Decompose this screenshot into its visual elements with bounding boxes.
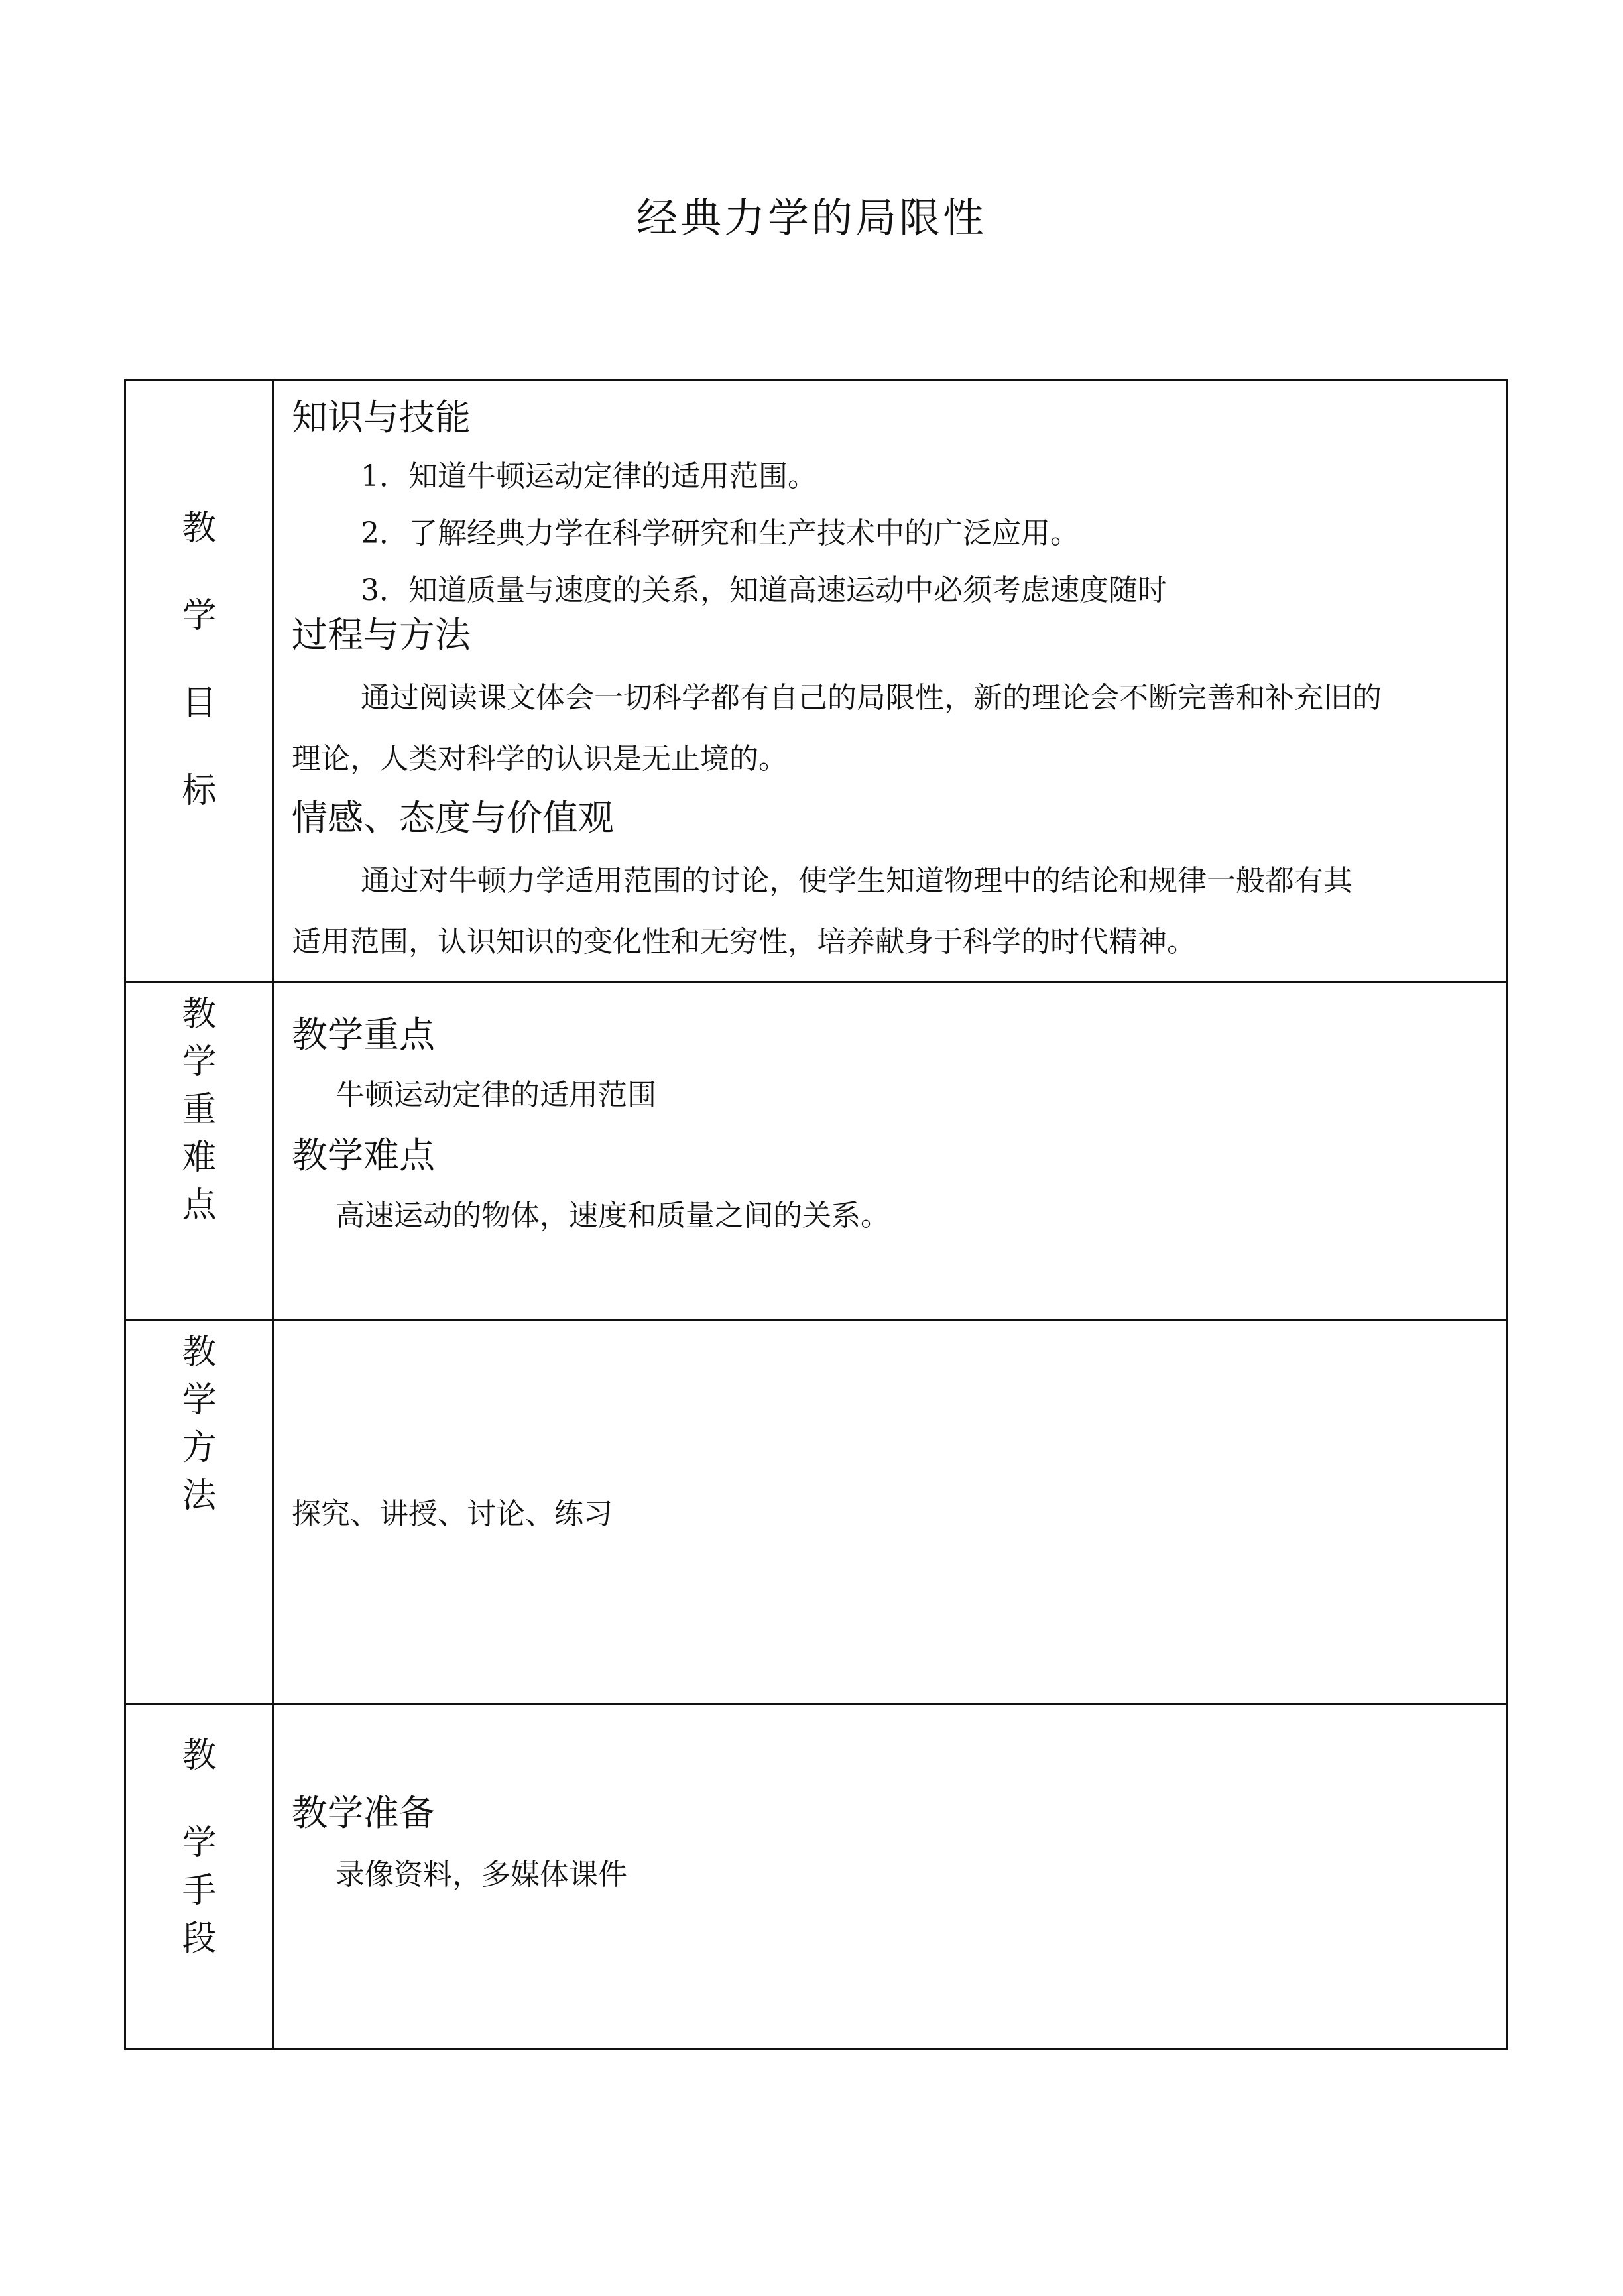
means-row <box>125 1705 1508 2049</box>
methods-content <box>274 1497 1506 1531</box>
label-char: 法 <box>182 1476 217 1516</box>
methods-text: 探究、讲授、讨论、练习 <box>292 1497 613 1531</box>
label-char: 学 <box>182 1042 217 1082</box>
objectives-row <box>125 381 1508 982</box>
label-char: 教 <box>182 1333 217 1372</box>
label-char: 学 <box>182 596 217 636</box>
methods-label-cell <box>125 1320 274 1705</box>
emotion-line-2: 适用范围，认识知识的变化性和无穷性，培养献身于科学的时代精神。 <box>292 925 1196 959</box>
objectives-label <box>126 509 272 811</box>
knowledge-heading: 知识与技能 <box>292 396 471 438</box>
lesson-plan-table <box>124 379 1508 2050</box>
means-label-cell <box>125 1705 274 2049</box>
emotion-line-1: 通过对牛顿力学适用范围的讨论，使学生知道物理中的结论和规律一般都有其 <box>361 864 1352 898</box>
preparation-text: 录像资料，多媒体课件 <box>335 1858 627 1892</box>
methods-row <box>125 1320 1508 1705</box>
objectives-content <box>274 396 1506 959</box>
key-points-content-cell <box>274 982 1508 1320</box>
knowledge-item-3: 3．知道质量与速度的关系，知道高速运动中必须考虑速度随时 <box>361 574 1167 607</box>
label-char: 难 <box>182 1138 217 1178</box>
label-char: 学 <box>182 1380 217 1420</box>
label-char: 学 <box>182 1823 217 1863</box>
label-char: 方 <box>182 1428 217 1468</box>
key-points-content <box>274 1014 1506 1233</box>
objectives-content-cell <box>274 381 1508 982</box>
label-char: 教 <box>182 509 217 548</box>
process-line-2: 理论，人类对科学的认识是无止境的。 <box>292 742 788 776</box>
emotion-heading: 情感、态度与价值观 <box>292 797 614 839</box>
knowledge-item-2: 2．了解经典力学在科学研究和生产技术中的广泛应用。 <box>361 516 1079 550</box>
key-points-label-cell <box>125 982 274 1320</box>
preparation-heading: 教学准备 <box>292 1792 435 1834</box>
methods-content-cell <box>274 1320 1508 1705</box>
key-points-label <box>126 997 272 1223</box>
label-char: 手 <box>182 1871 217 1911</box>
label-char: 标 <box>182 771 217 811</box>
difficulty-heading: 教学难点 <box>292 1134 435 1176</box>
label-char: 目 <box>182 684 217 723</box>
objectives-label-cell <box>125 381 274 982</box>
process-heading: 过程与方法 <box>292 614 471 656</box>
label-char: 段 <box>182 1919 217 1959</box>
focus-heading: 教学重点 <box>292 1014 435 1056</box>
means-content-cell <box>274 1705 1508 2049</box>
label-char: 点 <box>182 1185 217 1225</box>
means-label <box>126 1736 272 1959</box>
key-points-row <box>125 982 1508 1320</box>
methods-label <box>126 1333 272 1516</box>
knowledge-item-1: 1．知道牛顿运动定律的适用范围。 <box>361 459 817 493</box>
label-char: 教 <box>182 995 217 1034</box>
label-char: 教 <box>182 1736 217 1776</box>
label-char: 重 <box>182 1090 217 1130</box>
focus-text: 牛顿运动定律的适用范围 <box>335 1078 656 1112</box>
process-line-1: 通过阅读课文体会一切科学都有自己的局限性，新的理论会不断完善和补充旧的 <box>361 681 1382 715</box>
difficulty-text: 高速运动的物体，速度和质量之间的关系。 <box>335 1199 890 1233</box>
means-content <box>274 1792 1506 1892</box>
page-title: 经典力学的局限性 <box>636 194 987 242</box>
